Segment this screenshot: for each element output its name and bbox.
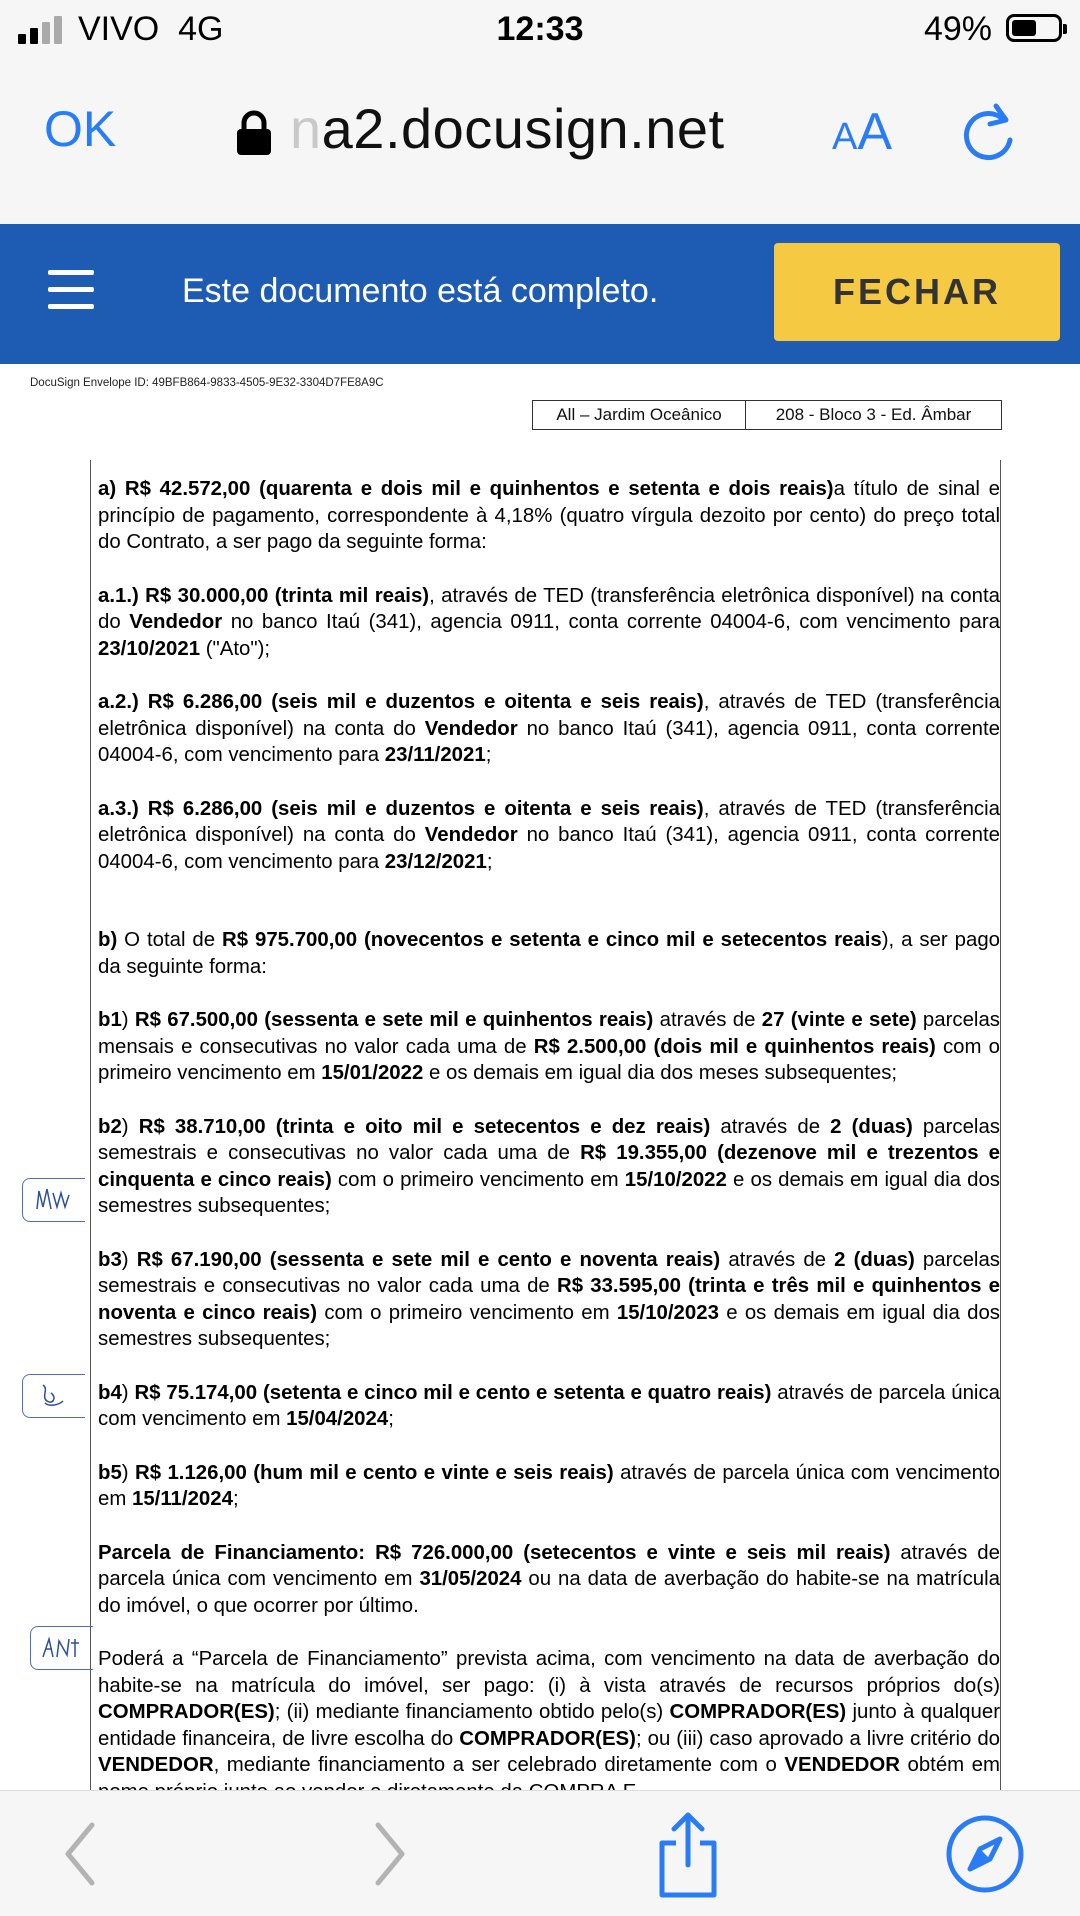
chevron-left-icon[interactable] <box>60 1819 100 1889</box>
clause-financing: Parcela de Financiamento: R$ 726.000,00 (setecentos e vinte e seis mil reais) através de parcela única com vencimento em 31/05/2024 ou na data de averbação do habite-se na matrícula do imóvel, o que ocorrer por último. <box>98 1541 1000 1617</box>
url-text: a2.docusign.net <box>321 97 725 160</box>
battery-icon <box>1006 14 1062 42</box>
compass-icon[interactable] <box>944 1813 1026 1895</box>
initials-signature-2 <box>29 1379 79 1413</box>
clause-a3: a.3.) R$ 6.286,00 (seis mil e duzentos e oitenta e seis reais), através de TED (transferência eletrônica disponível) na conta do Vendedor no banco Itaú (341), agencia 0911, conta corrente 04004-6, com vencimento para 23/12/2021; <box>98 797 1000 873</box>
browser-toolbar <box>0 60 1080 224</box>
unit-reference-box <box>532 400 1002 430</box>
unit-name: 208 - Bloco 3 - Ed. Âmbar <box>775 405 972 424</box>
envelope-id: DocuSign Envelope ID: 49BFB864-9833-4505-9E32-3304D7FE8A9C <box>30 377 384 389</box>
clause-b3: b3) R$ 67.190,00 (sessenta e sete mil e cento e noventa reais) através de 2 (duas) parcelas semestrais e consecutivas no valor cada uma de R$ 33.595,00 (trinta e três mil e quinhentos e noventa e cinco reais) com o primeiro vencimento em 15/10/2023 e os demais em igual dia dos semestres subsequentes; <box>98 1248 1001 1350</box>
reload-icon[interactable] <box>960 100 1020 164</box>
clause-b5: b5) R$ 1.126,00 (hum mil e cento e vinte e seis reais) através de parcela única com vencimento em 15/11/2024; <box>98 1461 1000 1510</box>
document-view[interactable] <box>0 364 1080 1790</box>
initials-stamp-2 <box>22 1374 85 1418</box>
text-size-small: A <box>832 116 858 158</box>
clause-a2: a.2.) R$ 6.286,00 (seis mil e duzentos e oitenta e seis reais), através de TED (transferência eletrônica disponível) na conta do Vendedor no banco Itaú (341), agencia 0911, conta corrente 04004-6, com vencimento para 23/11/2021; <box>98 691 1000 766</box>
chevron-right-icon[interactable] <box>370 1819 410 1889</box>
clause-b4: b4) R$ 75.174,00 (setenta e cinco mil e cento e setenta e quatro reais) através de parcela única com vencimento em 15/04/2024; <box>98 1381 1000 1430</box>
initials-signature-3 <box>37 1631 87 1665</box>
clause-financing-options: Poderá a “Parcela de Financiamento” prevista acima, com vencimento na data de averbação do habite-se na matrícula do imóvel, ser pago: (i) à vista através de recursos próprios do(s) COMPRADOR(ES); (ii) mediante financiamento obtido pelo(s) COMPRADOR(ES) junto à qualquer entidade financeira, de livre escolha do COMPRADOR(ES); ou (iii) caso aprovado a livre critério do VENDEDOR, mediante financiamento a ser celebrado diretamente com o VENDEDOR obtém em <box>98 1648 1000 1776</box>
contract-text <box>98 461 1000 1805</box>
lock-icon <box>236 110 272 156</box>
clock: 12:33 <box>496 10 584 48</box>
page-border-right <box>1000 460 1001 1860</box>
clause-a: a) R$ 42.572,00 (quarenta e dois mil e quinhentos e setenta e dois reais)a título de sinal e princípio de pagamento, correspondente à 4,18% (quatro vírgula dezoito por cento) do preço total do Contrato, a ser pago da seguinte forma: <box>98 478 1001 553</box>
clause-b2: b2) R$ 38.710,00 (trinta e oito mil e setecentos e dez reais) através de 2 (duas) parcelas semestrais e consecutivas no valor cada uma de R$ 19.355,00 (dezenove mil e trezentos e cinquenta e cinco reais) com o primeiro vencimento em 15/10/2022 e os demais em igual dia dos semestres subsequentes; <box>98 1115 1000 1217</box>
text-size-big: A <box>857 103 893 161</box>
docusign-banner <box>0 224 1080 364</box>
share-icon[interactable] <box>650 1809 726 1899</box>
initials-signature-1 <box>29 1183 79 1217</box>
done-button[interactable]: OK <box>44 101 117 157</box>
menu-icon[interactable] <box>48 270 94 308</box>
initials-stamp-1 <box>22 1178 85 1222</box>
url-faded-part: n <box>290 97 322 160</box>
carrier-label: VIVO 4G <box>78 10 224 48</box>
text-size-button[interactable] <box>832 102 892 162</box>
clause-b1: b1) R$ 67.500,00 (sessenta e sete mil e quinhentos reais) através de 27 (vinte e sete) parcelas mensais e consecutivas no valor cada uma de R$ 2.500,00 (dois mil e quinhentos reais) com o primeiro vencimento em 15/01/2022 e os demais em igual dia dos meses subsequentes; <box>98 1009 1000 1084</box>
bottom-toolbar <box>0 1790 1080 1916</box>
banner-message: Este documento está completo. <box>182 272 659 310</box>
clause-a1: a.1.) R$ 30.000,00 (trinta mil reais), através de TED (transferência eletrônica disponível) na conta do Vendedor no banco Itaú (341), agencia 0911, conta corrente 04004-6, com vencimento para 23/10/2021 ("Ato"); <box>98 584 1000 660</box>
close-document-button[interactable]: FECHAR <box>774 243 1060 341</box>
status-bar <box>0 0 1080 60</box>
battery-percent: 49% <box>923 10 992 48</box>
url-field[interactable] <box>290 96 725 161</box>
initials-stamp-3 <box>30 1626 93 1670</box>
clause-b: b) O total de R$ 975.700,00 (novecentos e setenta e cinco mil e setecentos reais), a ser pago da seguinte forma: <box>98 929 1000 978</box>
project-name: All – Jardim Oceânico <box>533 401 746 429</box>
